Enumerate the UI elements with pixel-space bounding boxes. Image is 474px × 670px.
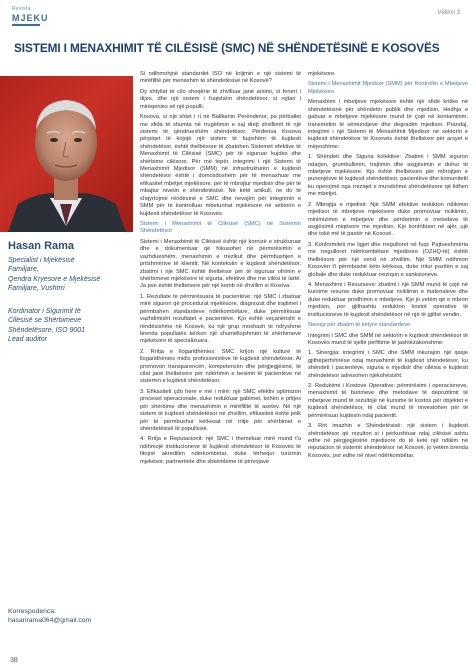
author-credential-line: Shëndetësore, ISO 9001	[8, 326, 86, 334]
paragraph: 3. Konformiteti me ligjet dhe rregulloret në fuqi: Pajtueshmëria me rregulloret ndërkombëtare mjedisore (OZHQ-të) është thelbësore për një vend në zhvillim. Një SMM ndihmon Kosovën t'i përmbushë këto kërkesa, duke rritur pozitën e saj globale dhe duke reduktuar rreziqun e sanksioneve.	[308, 241, 468, 278]
author-role-line: Qendra Kryesore e Mjekësisë	[8, 275, 101, 283]
paragraph: 1. Sinergjia: integrimi i SMC dhe SMM inkurajon një qasje gjithëpërfshirëse ndaj menaxhimit të kujdesit shëndetësor, ku shëndeti i pacientëve, siguria e mjedisit dhe cilësia e kujdesit shëndetësor adresohen njëkohësisht.	[308, 350, 468, 379]
paragraph: 1. Rezultate të përmirësuara të pacientëve: një SMC i zbatuar mirë siguron që procedurat mjekësore, diagnozat dhe trajtimet i përmbahen standardeve ndërkombëtare, duke përmirësuar vazhdimisht rezultatet e pacientëve. Kjo është veçanërisht e rëndësishme në Kosovë, ku një grup moshash të ndryshme brenda popullatës kërkon një shumëllojshmëri të shërbimeve mjekësore të specializuara.	[140, 293, 301, 345]
correspondence-label: Korrespodenca:	[8, 608, 56, 615]
author-credential-line: Cilësisë se Shërbimeve	[8, 317, 82, 325]
paragraph: Sistemi i Menaxhimit të Cilësisë është një kornizë e strukturuar dhe e dokumentuar që fokusohet në përmirësimin e vazhdueshëm, menaxhimin e rrezikut dhe përmbushjen e pritshmërive të klientit. Në kontekstin e kujdesit shëndetësor, zbatimi i një SMC është thelbësor për të siguruar ofrimin e shërbimeve mjekësore të sigurta, efektive dhe me cilësi të lartë. Ja pse është thelbësore për një komb në zhvillim si Kosova:	[140, 238, 301, 290]
logo-main-text: MJEKU	[12, 13, 49, 23]
logo-underline	[12, 24, 40, 26]
author-email-link[interactable]: hasanrama064@gmail.com	[8, 617, 92, 624]
author-credential-line: Lead auditor	[8, 336, 47, 344]
journal-logo	[12, 6, 72, 26]
article-title: SISTEMI I MENAXHIMIT TË CILËSISË (SMC) NË SHËNDETËSINË E KOSOVËS	[14, 41, 440, 55]
paragraph: Integrimi i SMC dhe SMM në sektorin e kujdesit shëndetësor të Kosovës mund të sjellë përfitime të jashtëzakonshme:	[308, 332, 468, 346]
volume-label: Vëllimi 3	[437, 10, 460, 16]
article-column-1	[140, 71, 301, 469]
paragraph: Si ndihmohjnë standardet ISO në krijimin e një sistemi të mirëfilltë për menaxhim të shëndetësisë në Kosovë?	[140, 71, 301, 85]
logo-small-text: Revista	[12, 6, 31, 12]
page-header	[0, 0, 474, 38]
paragraph: 3. Rrit imazhin e Shëndetësisë: një sistem i kujdesit shëndetësor që rezulton si i përkushtuar ndaj cilësisë ashtu edhe në përgjegjësinë mjedisore do të ketë një ndikim në reputacion të sistemit shëndetësor në Kosovë, jo vetëm brenda Kosovës, por edhe në nivel ndërkombëtar.	[308, 423, 468, 459]
paragraph: Menaxhimi i mbetjeve mjekësore është një sfidë kritike në shëndetësinë për shëndetin publik dhe mjedisin. Hedhja e gabuar e mbetjeve mjekësore mund të çojë në kontaminim, transmetim të sëmundjeve dhe degradim mjedisor. Prandaj, integrimi i një Sistemi të Menaxhimit Mjedisor në sektorin e kujdesit shëndetësor të Kosovës është thelbësor për arsyet e mëposhtme:	[308, 99, 468, 150]
page-number: 38	[10, 657, 18, 664]
article-column-2	[308, 71, 468, 463]
author-credentials	[8, 307, 128, 345]
correspondence	[8, 607, 133, 625]
paragraph: 2. Reduktimi i Kostove Operative: përmirësimi i operacioneve, menaxhimit të burimeve dhe metodave të depozitimit të mbetjeve mund të rezultojë në kursime të kostos për objektet e kujdesit shëndetësor, të cilat mund të rinvestohen për të përmirësuar kujdesin ndaj pacientit.	[308, 383, 468, 419]
paragraph: 2. Rritja e llogaridhënies: SMC krijon një kulturë të llogaridhënies midis profesionistëve të kujdesit shëndetësor. Ai promovon transparencën, kompetencën dhe përgjegjësinë, të cilat janë thelbësore për ndërtimin e besimit të pacientëve në sistemin e kujdesit shëndetësor.	[140, 348, 301, 385]
paragraph: 4. Menaxhimi i Resurseve: zbatimi i një SMM mund të çojë në kursime resurse duke promovuar riciklimin e materialeve dhe duke reduktuar prodhimin e mbetjeve. Kjo jo vetëm që e mbron mjedisin, por gjithashtu redukton kostot operative të institucioneve të kujdesit shëndetësor në një të gjithë vendin.	[308, 281, 468, 318]
paragraph: 4. Rritja e Reputacionit: një SMC i themeluar mirë mund t'u ndihmojë institucioneve të kujdesit shëndetësor të Kosovës të fitojnë akreditim ndërkombëtar, duke tërhequr turizmin mjekësor, partneritete dhe shkëmbime të përvojave	[140, 436, 301, 465]
author-photo	[0, 76, 133, 232]
section-heading: Sistemi i Menaxhimit të Cilësisë (SMC) në Sistemin Shëndetësor	[140, 221, 301, 235]
paragraph: 3. Efikasiteti çdo here e më i mirë: një SMC efektiv optimizon proceset operacionale, duke reduktuar gabimet, kohën e pritjes për shërbime dhe menaxhimin e mirëfilltë të asetev. Në një sistem të kujdesit shëndetësor në zhvillim, efikasiteti është jetik për të përmbushur kërkesat në rritje për shërbimet e shëndetësisë të popullsisë.	[140, 388, 301, 432]
section-heading: Nevoja për zbatim të këtyre standardeve	[308, 322, 411, 329]
section-heading: Sistemi i Menaxhimit Mjedisor (SMM) për Kontrollin e Mbetjeve Mjekësore	[308, 81, 468, 95]
author-portrait-icon	[0, 76, 133, 232]
paragraph: mjekësore.	[308, 71, 336, 77]
paragraph: 1. Shëndeti dhe Siguria kolektive: Zbatimi i SMM siguron ndarjen, grumbullimin, trajtimin dhe asgjësimin e duhur të mbetjeve mjekësore. Kjo është thelbësore për mbrojtjen e punonjësve të kujdesit shëndetësor, pacientëve dhe komunitetit ku operojmë nga rreziqet e mundshme shëndetësore që lidhen me mbetjet.	[308, 154, 468, 198]
author-role-line: Familjare, Vushtrri	[8, 285, 65, 293]
paragraph: Kosova, si një shtet i ri në Ballkanin Perëndimor, po përballet me sfida të shumta në rrugëtimin e saj drejt zhvillimit të një sistemi të qëndrueshëm shëndetësor. Përderisa Kosova përpiqet të krijojë një sistem të fuqishëm të kujdesit shëndetësor, është thelbësore të zbatohen Sistemet efektive të Menaxhimit të Cilësisë (SMC) për të siguruar kujdes dhe shërbime cilësore. Për më tepër, integrimi i një Sistemi të Menaxhimit Mjedisor (SMM) në infrastrukturën e kujdesit shëndetësor është i domosdoshëm për të menaxhuar me efikasitet mbetjet mjekësore, për të mbrojtur mjedisin dhe për të mbajtur nivelin e shëndetësisë. Në këtë artikull, ne do të shqyrtojmë rëndësinë e SMC dhe nevojën për integrimin e SMM për të kontrolluar mbeturinat mjekësore në sektorin e kujdesit shëndetësor të Kosovës.	[140, 114, 301, 217]
author-role	[8, 256, 128, 294]
author-credential-line: Kordinator i Sigurimit të	[8, 308, 81, 315]
author-role-line: Specialist i Mjekësisë	[8, 257, 75, 264]
author-name: Hasan Rama	[8, 240, 75, 252]
author-role-line: Familjare,	[8, 266, 39, 274]
paragraph: Dy shtyllat të cilo shoqërie të zhvilluar janë arsimi, si fenerí i dijes, dhe një sistem i fuqishëm shëndetësor, si rojtari i mirëqenies së një populli.	[140, 88, 301, 110]
paragraph: 2. Mbrojtja e mjedisit: Një SMM efektive redukton ndikimin mjedisor të mbetjeve mjekësore duke promovuar riciklimin, minimizimin e mbetjeve dhe përdorimin e metodave të asgjësimit miqësore me mjedisin. Kjo kontribuon në ajër, ujë dhe tokë më të pastër në Kosovë.	[308, 201, 468, 238]
